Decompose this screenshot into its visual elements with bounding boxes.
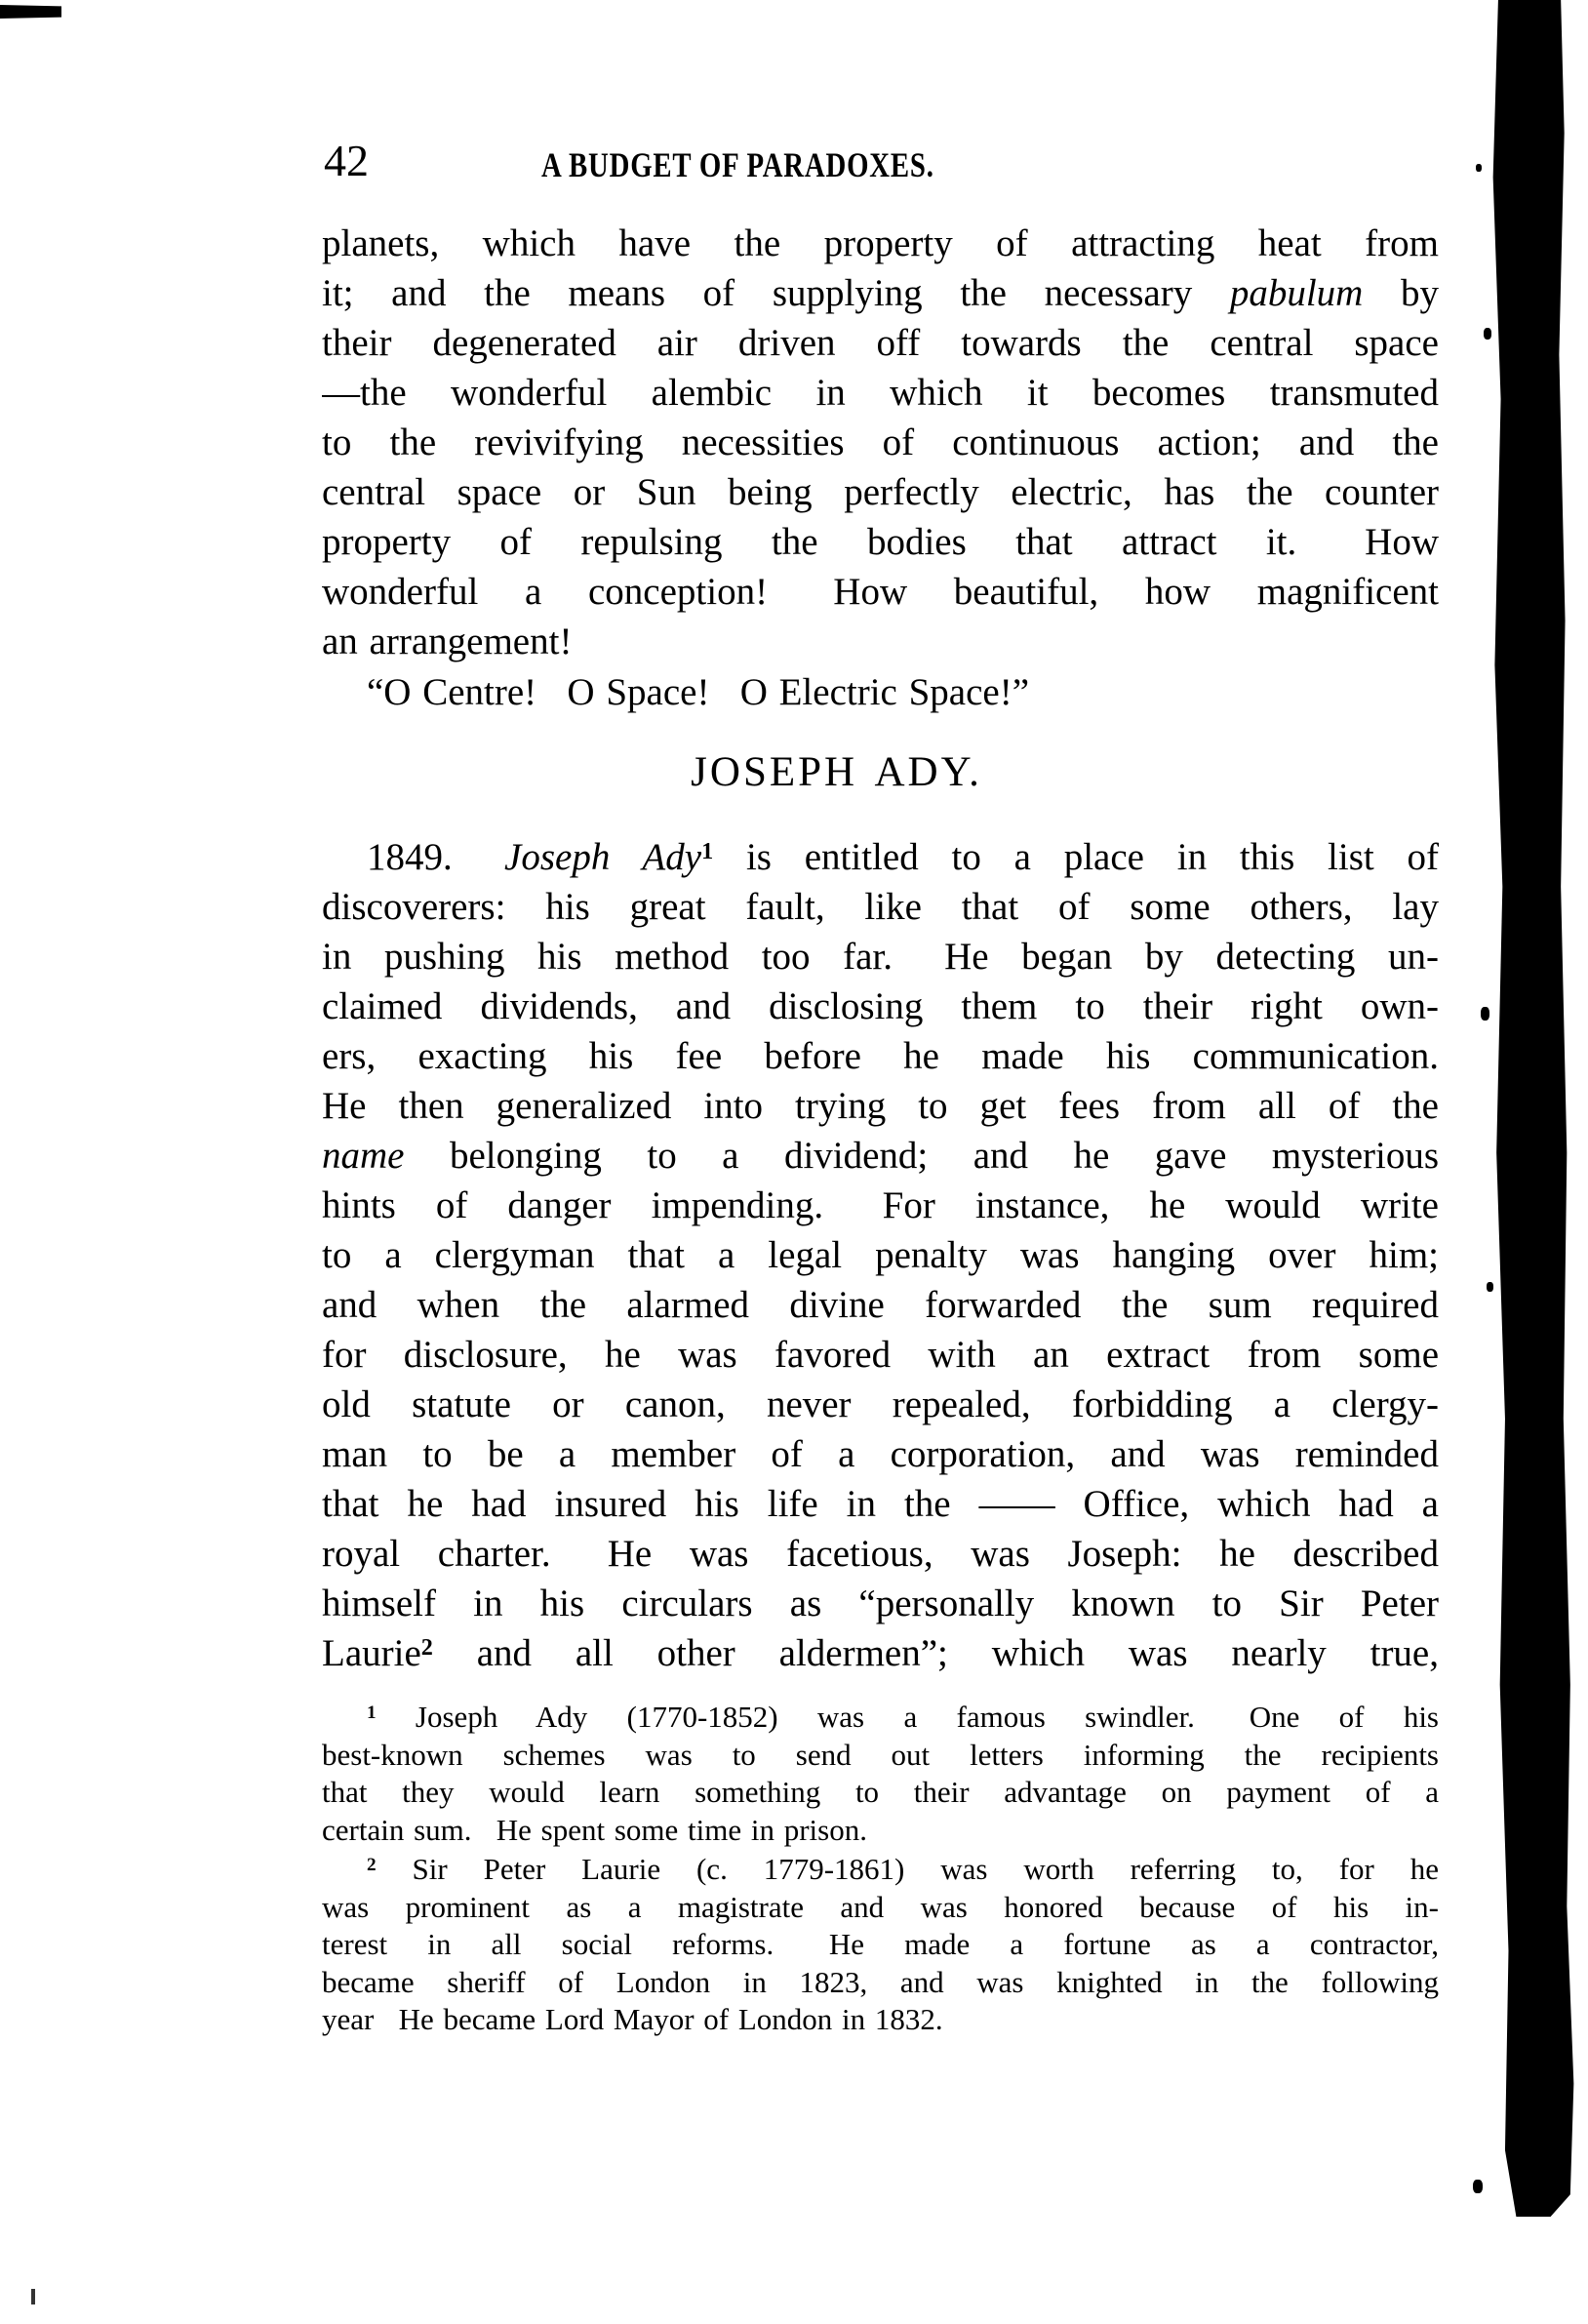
text-line: year He became Lord Mayor of London in 1832. (322, 2002, 943, 2036)
page-number: 42 (324, 136, 369, 185)
text-line: hints of danger impending. For instance, he would write (322, 1184, 1439, 1226)
text-line: ers, exacting his fee before he made his communication. (322, 1035, 1439, 1077)
text-line: planets, which have the property of attracting heat from (322, 222, 1439, 264)
scan-speck (1484, 328, 1491, 340)
text-line: wonderful a conception! How beautiful, how magnificent (322, 571, 1439, 613)
body-paragraph (322, 832, 1439, 1678)
text-line: discoverers: his great fault, like that of some others, lay (322, 886, 1439, 928)
text-line: himself in his circulars as “personally known to Sir Peter (322, 1583, 1439, 1624)
text-line: became sheriff of London in 1823, and was knighted in the following (322, 1964, 1439, 1999)
text-line: it; and the means of supplying the necessary pabulum by (322, 272, 1439, 314)
text-line: Laurie$^2$ and all other aldermen”; which was nearly true, (322, 1632, 1439, 1674)
text-line: property of repulsing the bodies that attract it. How (322, 521, 1439, 563)
footnote (322, 1699, 1439, 1849)
text-line: terest in all social reforms. He made a fortune as a contractor, (322, 1927, 1439, 1961)
text-line: $^2$ Sir Peter Laurie (c. 1779-1861) was worth referring to, for he (367, 1852, 1439, 1886)
text-line: and when the alarmed divine forwarded the sum required (322, 1284, 1439, 1326)
text-line: name belonging to a dividend; and he gave mysterious (322, 1135, 1439, 1177)
scan-speck (1476, 164, 1482, 172)
scan-speck (1481, 1007, 1489, 1021)
text-line: best-known schemes was to send out letters informing the recipients (322, 1737, 1439, 1772)
text-line: that they would learn something to their advantage on payment of a (322, 1775, 1439, 1809)
text-line: their degenerated air driven off towards the central space (322, 322, 1439, 364)
italic-text: name (322, 1135, 405, 1177)
scan-speck (1487, 1282, 1493, 1292)
text-line: royal charter. He was facetious, was Joseph: he described (322, 1533, 1439, 1575)
italic-text: Joseph Ady (504, 836, 702, 878)
text-line: in pushing his method too far. He began by detecting un- (322, 936, 1439, 978)
scan-mark-top-left (0, 5, 61, 19)
verse-quote (322, 667, 1439, 717)
section-heading: JOSEPH ADY. (691, 749, 982, 795)
footnote-marker: 1 (701, 838, 714, 865)
text-line: “O Centre! O Space! O Electric Space!” (367, 671, 1030, 713)
text-line: old statute or canon, never repealed, forbidding a clergy- (322, 1383, 1439, 1425)
text-line: $^1$ Joseph Ady (1770-1852) was a famous swindler. One of his (367, 1700, 1439, 1734)
footnote-marker: 2 (420, 1634, 433, 1662)
text-line: certain sum. He spent some time in prison. (322, 1812, 867, 1847)
page-header (322, 136, 1439, 187)
text-line: central space or Sun being perfectly electric, has the counter (322, 471, 1439, 513)
text-line: for disclosure, he was favored with an extract from some (322, 1334, 1439, 1376)
text-line: 1849. Joseph Ady$^1$ is entitled to a place in this list of (367, 836, 1439, 878)
text-line: to a clergyman that a legal penalty was hanging over him; (322, 1234, 1439, 1276)
text-line: He then generalized into trying to get fees from all of the (322, 1085, 1439, 1127)
text-line: an arrangement! (322, 621, 573, 662)
body-paragraph (322, 219, 1439, 666)
scan-speck (1473, 2180, 1483, 2193)
text-line: that he had insured his life in the —— Office, which had a (322, 1483, 1439, 1525)
text-line: —the wonderful alembic in which it becomes transmuted (322, 372, 1439, 414)
scan-gutter-shadow (1490, 0, 1576, 2217)
running-title: A BUDGET OF PARADOXES. (541, 145, 934, 184)
footnote-marker: 2 (367, 1855, 377, 1876)
italic-text: pabulum (1229, 272, 1364, 314)
text-line: was prominent as a magistrate and was honored because of his in- (322, 1889, 1439, 1924)
text-line: man to be a member of a corporation, and was reminded (322, 1433, 1439, 1475)
footnote-marker: 1 (367, 1703, 377, 1724)
text-line: claimed dividends, and disclosing them to their right own- (322, 985, 1439, 1027)
text-line: to the revivifying necessities of continuous action; and the (322, 421, 1439, 463)
footnote (322, 1851, 1439, 2039)
scan-mark-bottom-left (31, 2289, 35, 2304)
